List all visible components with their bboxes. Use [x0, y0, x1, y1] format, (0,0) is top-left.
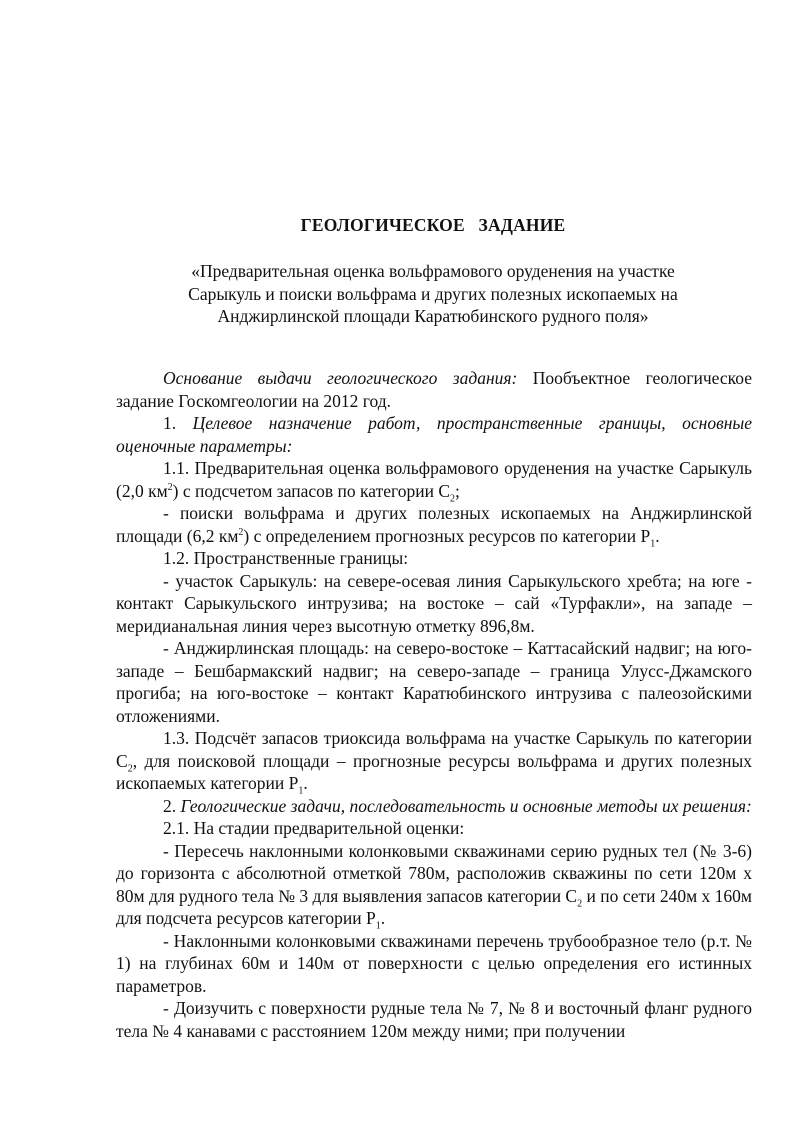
subtitle-line: Анджирлинской площади Каратюбинского рудного поля»: [217, 306, 649, 326]
superscript: 2: [167, 481, 173, 493]
paragraph-search: [116, 502, 752, 547]
text-run: - Пересечь наклонными колонковыми скважинами серию рудных тел (№ 3-6) до горизонта с абсолютной отметкой 780м, расположив скважины по сети 120м х 80м для рудного тела № 3 для выявления запасов категории С: [116, 840, 752, 906]
section-heading: Целевое назначение работ, пространственные границы, основные оценочные параметры:: [116, 413, 752, 456]
document-body: [116, 367, 752, 1042]
text-run: ;: [455, 480, 460, 501]
paragraph-basis: [116, 367, 752, 412]
paragraph-drilling: [116, 840, 752, 930]
subscript: 1: [375, 920, 381, 932]
paragraph-andzhirli-bounds: - Анджирлинская площадь: на северо-востоке – Каттасайский надвиг; на юго-западе – Бешбармакский надвиг; на северо-западе – граница Улусс-Джамского прогиба; на юго-востоке – контакт Каратюбинского интрузива с палеозойскими отложениями.: [116, 638, 752, 726]
text-run: .: [303, 773, 308, 793]
subtitle-line: Сарыкуль и поиски вольфрама и других полезных ископаемых на: [188, 283, 678, 304]
paragraph-2-1: 2.1. На стадии предварительной оценки:: [163, 818, 465, 838]
subscript: 2: [127, 763, 133, 774]
paragraph-1-3: [116, 727, 752, 795]
subscript: 1: [298, 785, 304, 797]
paragraph-ore-bodies: - Доизучить с поверхности рудные тела № 7, № 8 и восточный фланг рудного тела № 4 канавами с расстоянием 120м между ними; при получении: [116, 998, 752, 1041]
paragraph-section-1: [116, 412, 752, 457]
text-run: 1.3. Подсчёт запасов триоксида вольфрама на участке Сарыкуль по категории С: [116, 728, 752, 771]
basis-text: Пообъектное геологическое задание Госкомгеологии на 2012 год.: [116, 368, 752, 411]
document-subtitle: [100, 260, 766, 328]
section-number: 1.: [163, 413, 193, 433]
subtitle-line: «Предварительная оценка вольфрамового оруденения на участке: [191, 261, 675, 281]
subscript: 1: [650, 538, 656, 549]
document-title: ГЕОЛОГИЧЕСКОЕ ЗАДАНИЕ: [300, 215, 566, 235]
text-run: .: [380, 908, 386, 928]
paragraph-1-1: [116, 457, 752, 502]
text-run: , для поисковой площади – прогнозные ресурсы вольфрама и других полезных ископаемых категории Р: [116, 750, 752, 793]
subscript: 2: [577, 898, 583, 909]
paragraph-1-2: 1.2. Пространственные границы:: [163, 548, 409, 568]
section-number: 2.: [163, 795, 181, 816]
text-run: ) с определением прогнозных ресурсов по категории Р: [243, 525, 651, 546]
text-run: 1.1. Предварительная оценка вольфрамового оруденения на участке Сарыкуль (2,0 км: [116, 458, 752, 501]
paragraph-section-2: [116, 795, 752, 818]
subscript: 2: [450, 493, 455, 504]
paragraph-pipe-body: - Наклонными колонковыми скважинами перечень трубообразное тело (р.т. № 1) на глубинах 60м и 140м от поверхности с целью определения его истинных параметров.: [116, 930, 752, 996]
superscript: 2: [238, 526, 244, 538]
text-run: ) с подсчетом запасов по категории С: [172, 480, 450, 501]
section-heading: Геологические задачи, последовательность и основные методы их решения:: [180, 795, 752, 816]
text-run: - поиски вольфрама и других полезных ископаемых на Анджирлинской площади (6,2 км: [116, 503, 752, 546]
paragraph-sarykul-bounds: - участок Сарыкуль: на севере-осевая линия Сарыкульского хребта; на юге - контакт Сарыкульского интрузива; на востоке – сай «Турфакли», на западе – меридианальная линия через высотную отметку 896,8м.: [116, 570, 752, 636]
text-run: .: [655, 525, 660, 546]
text-run: и по сети 240м х 160м для подсчета ресурсов категории Р: [116, 885, 753, 928]
basis-label: Основание выдачи геологического задания:: [163, 368, 518, 388]
